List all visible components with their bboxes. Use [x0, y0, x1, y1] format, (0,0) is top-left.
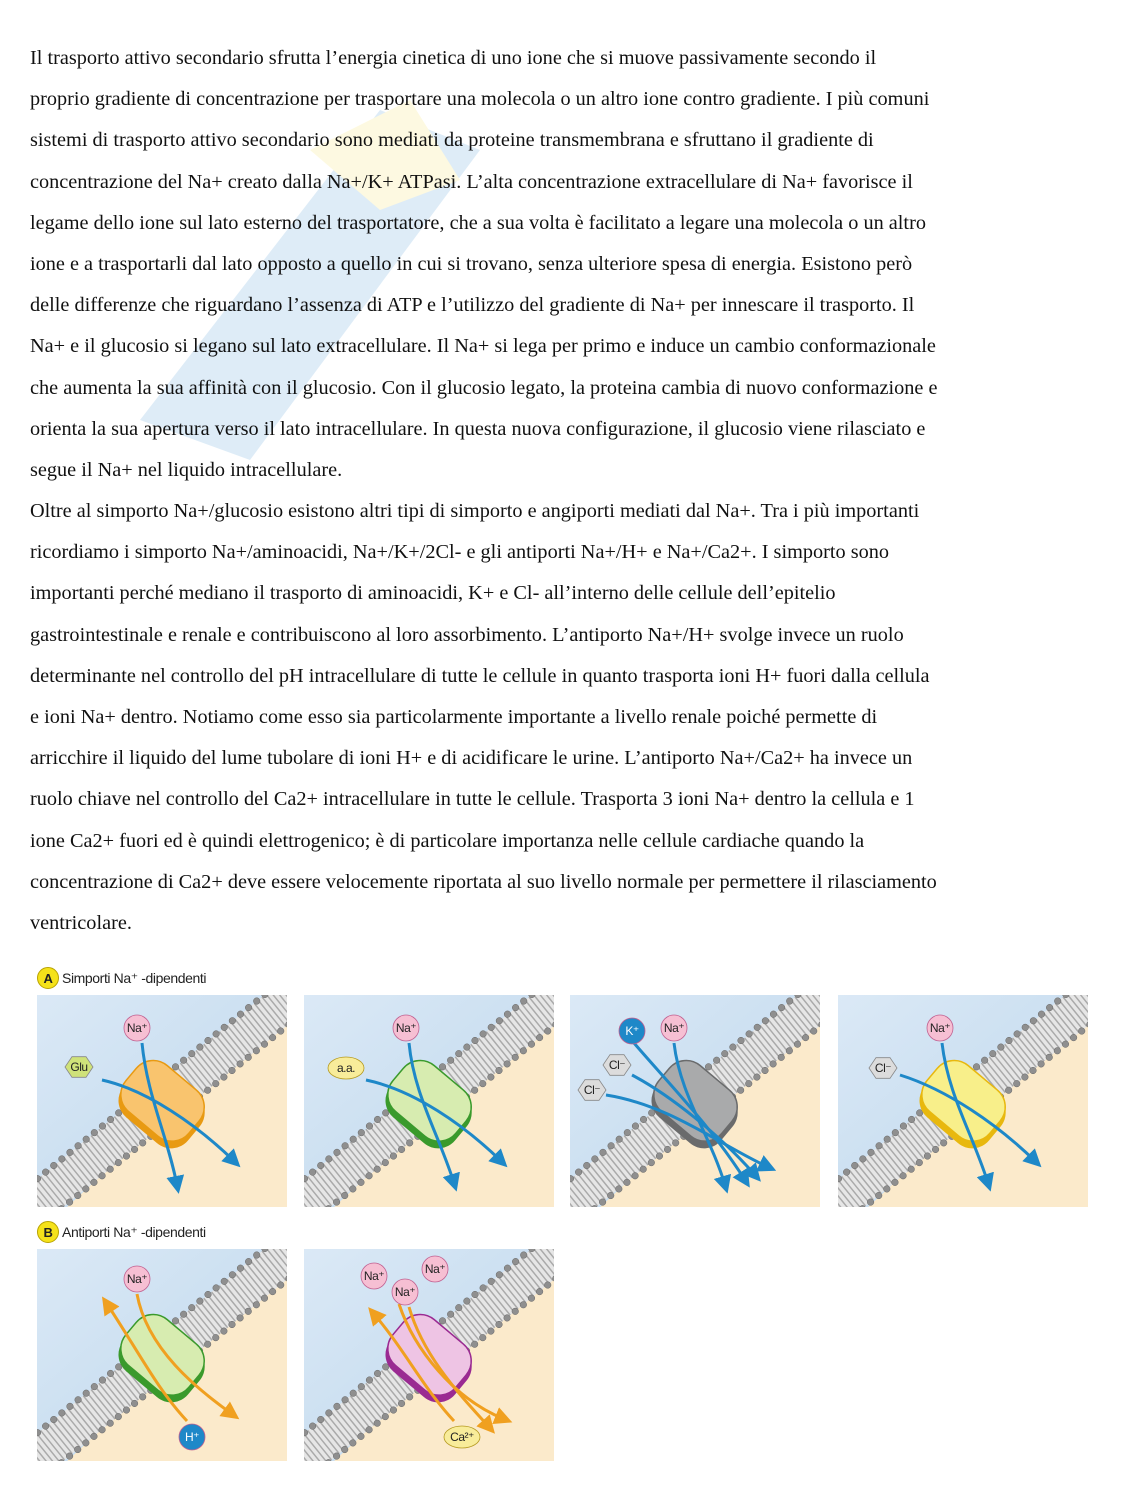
text-line: concentrazione di Ca2+ deve essere velocemente riportata al suo livello normale per permettere il rilasciamento	[30, 870, 937, 893]
text-line: proprio gradiente di concentrazione per trasportare una molecola o un altro ione contro gradiente. I più comuni	[30, 88, 930, 111]
panel-na-cl-symport	[838, 995, 1088, 1207]
ion-circle-icon	[124, 1015, 150, 1041]
text-line: delle differenze che riguardano l’assenza di ATP e l’utilizzo del gradiente di Na+ per innescare il trasporto. Il	[30, 294, 915, 317]
section-a-badge: A	[37, 967, 59, 989]
ion-label: Na⁺	[363, 1269, 385, 1283]
text-line: Oltre al simporto Na+/glucosio esistono altri tipi di simporto e angiporti mediati dal Na+. Tra i più importanti	[30, 500, 920, 523]
text-line: orienta la sua apertura verso il lato intracellulare. In questa nuova configurazione, il glucosio viene rilasciato e	[30, 417, 926, 440]
ion-ellipse-icon	[444, 1426, 480, 1448]
section-b-title: Antiporti Na⁺ -dipendenti	[62, 1223, 206, 1240]
ion-label: a.a.	[336, 1061, 356, 1075]
ion-label: Cl⁻	[583, 1083, 601, 1097]
text-line: gastrointestinale e renale e contribuiscono al loro assorbimento. L’antiporto Na+/H+ svolge invece un ruolo	[30, 623, 904, 646]
text-line: ruolo chiave nel controllo del Ca2+ intracellulare in tutte le cellule. Trasporta 3 ioni Na+ dentro la cellula e 1	[30, 788, 915, 811]
document-body	[30, 38, 1130, 944]
ion-label: Na⁺	[394, 1285, 416, 1299]
text-line: arricchire il liquido del lume tubolare di ioni H+ e di acidificare le urine. L’antiporto Na+/Ca2+ ha invece un	[30, 747, 913, 770]
ion-label: Na⁺	[929, 1021, 951, 1035]
ion-label: K⁺	[625, 1024, 639, 1038]
text-line: concentrazione del Na+ creato dalla Na+/K+ ATPasi. L’alta concentrazione extracellulare di Na+ favorisce il	[30, 170, 913, 193]
text-line: Il trasporto attivo secondario sfrutta l’energia cinetica di uno ione che si muove passivamente secondo il	[30, 47, 877, 69]
panel-na-h-antiport	[37, 1249, 287, 1461]
ion-circle-icon	[619, 1018, 645, 1044]
panel-na-aminoacid-symport	[304, 995, 554, 1207]
text-line: importanti perché mediano il trasporto di aminoacidi, K+ e Cl- all’interno delle cellule dell’epitelio	[30, 582, 836, 605]
ion-circle-icon	[361, 1263, 387, 1289]
ion-label: Ca²⁺	[450, 1430, 474, 1444]
ion-circle-icon	[392, 1279, 418, 1305]
ion-label: H⁺	[185, 1430, 199, 1444]
ion-label: Na⁺	[663, 1021, 685, 1035]
text-line: ventricolare.	[30, 911, 132, 934]
text-line: e ioni Na+ dentro. Notiamo come esso sia particolarmente importante a livello renale poiché permette di	[30, 706, 878, 728]
ion-ellipse-icon	[328, 1057, 364, 1079]
text-line: ione e a trasportarli dal lato opposto a quello in cui si trovano, senza ulteriore spesa di energia. Esistono però	[30, 252, 913, 275]
text-line: legame dello ione sul lato esterno del trasportatore, che a sua volta è facilitato a legare una molecola o un altro	[30, 211, 926, 234]
ion-label: Glu	[70, 1060, 88, 1074]
text-line: ione Ca2+ fuori ed è quindi elettrogenico; è di particolare importanza nelle cellule cardiache quando la	[30, 829, 865, 852]
panel-na-glucose-symport	[37, 995, 287, 1207]
ion-label: Cl⁻	[874, 1061, 892, 1075]
text-line: Na+ e il glucosio si legano sul lato extracellulare. Il Na+ si lega per primo e induce un cambio conformazionale	[30, 335, 936, 358]
ion-circle-icon	[124, 1266, 150, 1292]
section-a-label	[37, 967, 206, 989]
panel-na-ca-antiport	[304, 1249, 554, 1461]
text-line: ricordiamo i simporto Na+/aminoacidi, Na+/K+/2Cl- e gli antiporti Na+/H+ e Na+/Ca2+. I simporto sono	[30, 541, 890, 564]
section-b-badge: B	[37, 1221, 59, 1243]
section-a-title: Simporti Na⁺ -dipendenti	[62, 969, 207, 986]
text-line: determinante nel controllo del pH intracellulare di tutte le cellule in quanto trasporta ioni H+ fuori dalla cellula	[30, 664, 930, 687]
ion-label: Na⁺	[395, 1021, 417, 1035]
ion-circle-icon	[661, 1015, 687, 1041]
ion-circle-icon	[179, 1424, 205, 1450]
ion-label: Na⁺	[126, 1272, 148, 1286]
ion-label: Na⁺	[424, 1262, 446, 1276]
section-b-label	[37, 1221, 206, 1243]
panel-na-k-2cl-symport	[570, 995, 820, 1207]
ion-circle-icon	[927, 1015, 953, 1041]
text-line: segue il Na+ nel liquido intracellulare.	[30, 458, 343, 481]
ion-circle-icon	[393, 1015, 419, 1041]
text-line: sistemi di trasporto attivo secondario sono mediati da proteine transmembrana e sfruttano il gradiente di	[30, 129, 874, 152]
ion-label: Cl⁻	[608, 1058, 626, 1072]
ion-label: Na⁺	[126, 1021, 148, 1035]
text-line: che aumenta la sua affinità con il glucosio. Con il glucosio legato, la proteina cambia di nuovo conformazione e	[30, 376, 938, 399]
ion-circle-icon	[422, 1256, 448, 1282]
